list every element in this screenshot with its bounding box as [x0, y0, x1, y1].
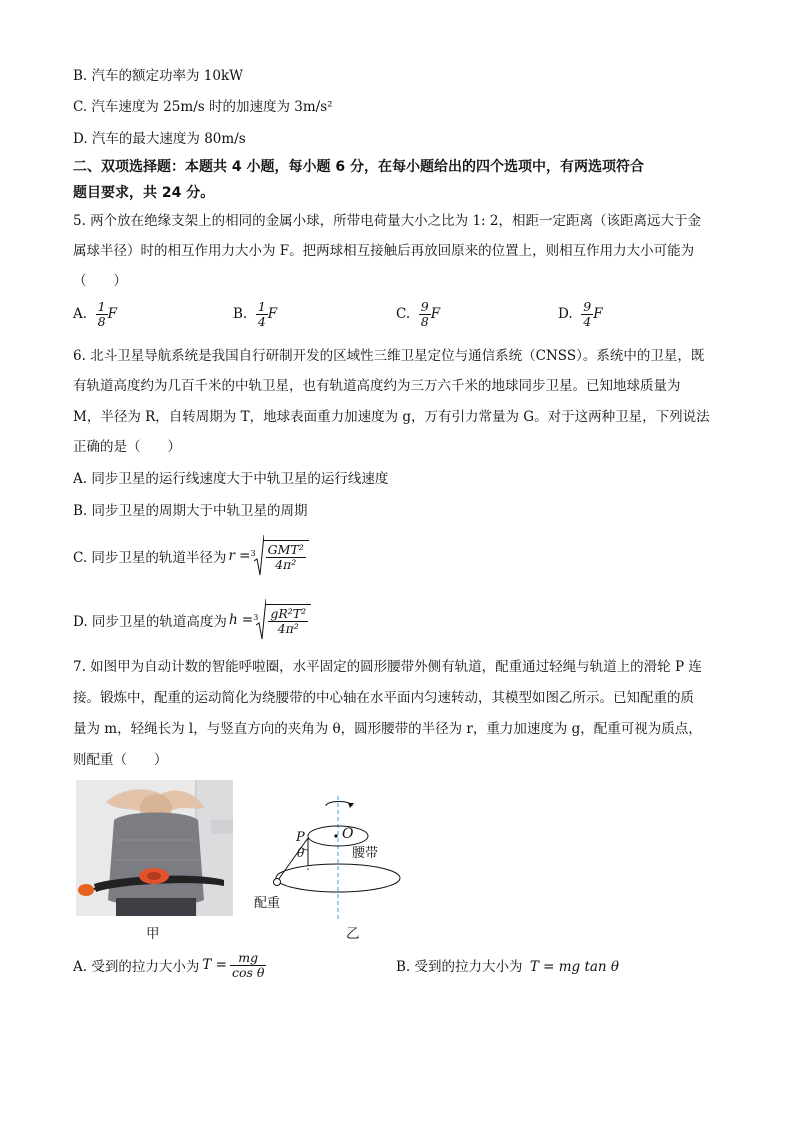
rotation-arrow-icon: [348, 803, 354, 808]
label-belt: 腰带: [352, 846, 379, 861]
q5-option-d: D. $\frac{9}{4}$ F: [558, 299, 603, 329]
section2-header-line1: 二、双项选择题：本题共 4 小题，每小题 6 分，在每小题给出的四个选项中，有两选项符合: [73, 159, 644, 175]
q6-option-d: D. 同步卫星的轨道高度为 h = 3 $\frac{\text{gR²T²}}{\text{4π²}}$: [73, 597, 311, 643]
q7-stem-line4: 则配重（ ）: [73, 752, 168, 768]
q6-option-d-cube-root: 3 $\frac{\text{gR²T²}}{\text{4π²}}$: [253, 599, 311, 641]
label-o: O: [342, 826, 354, 842]
hula-hoop-photo-image: [76, 780, 233, 916]
label-theta: θ: [297, 846, 305, 860]
q6-option-a: A. 同步卫星的运行线速度大于中轨卫星的运行线速度: [73, 471, 389, 487]
q7-option-a-fraction: $\frac{mg}{\text{cos θ}}$: [231, 949, 265, 980]
q5-option-c-fraction: $\frac{9}{8}$: [420, 299, 429, 329]
q7-option-a: A. 受到的拉力大小为 T = $\frac{mg}{\text{cos θ}}$: [73, 949, 265, 980]
label-weight: 配重: [254, 896, 281, 911]
q7-stem-line2: 接。锻炼中，配重的运动简化为绕腰带的中心轴在水平面内匀速转动，其模型如图乙所示。已知配重的质: [73, 690, 694, 706]
q5-option-b: B. $\frac{1}{4}$ F: [233, 299, 278, 329]
q6-stem-line2: 有轨道高度约为几百千米的中轨卫星，也有轨道高度约为三万六千米的地球同步卫星。已知地球质量为: [73, 378, 681, 394]
q4-option-d: D. 汽车的最大速度为 80m/s: [73, 131, 246, 147]
q5-option-a: A. $\frac{1}{8}$ F: [73, 299, 117, 329]
q6-option-c: C. 同步卫星的轨道半径为 r = 3 $\frac{\text{GMT²}}{\text{4π²}}$: [73, 533, 309, 579]
q5-option-a-fraction: $\frac{1}{8}$: [97, 299, 106, 329]
q6-stem-line1: 6. 北斗卫星导航系统是我国自行研制开发的区域性三维卫星定位与通信系统（CNSS）。系统中的卫星，既: [73, 348, 705, 364]
model-diagram-svg: [264, 790, 414, 920]
q5-option-c: C. $\frac{9}{8}$ F: [396, 299, 441, 329]
q7-option-b: B. 受到的拉力大小为 T = mg tan θ: [396, 959, 620, 975]
q5-stem-line1: 5. 两个放在绝缘支架上的相同的金属小球，所带电荷量大小之比为 1: 2，相距一定距离（该距离远大于金: [73, 213, 701, 229]
figure-right-caption: 乙: [346, 926, 360, 942]
label-p: P: [296, 830, 305, 845]
q5-stem-line3: （ ）: [73, 273, 127, 289]
figure-model-diagram: [254, 790, 414, 920]
q6-option-c-cube-root: 3 $\frac{\text{GMT²}}{\text{4π²}}$: [251, 535, 309, 577]
q4-option-b: B. 汽车的额定功率为 10kW: [73, 68, 244, 84]
q6-stem-line4: 正确的是（ ）: [73, 439, 181, 455]
q5-stem-line2: 属球半径）时的相互作用力大小为 F。把两球相互接触后再放回原来的位置上，则相互作用力大小可能为: [73, 243, 695, 259]
section2-header-line2: 题目要求，共 24 分。: [73, 185, 215, 201]
q7-stem-line1: 7. 如图甲为自动计数的智能呼啦圈，水平固定的圆形腰带外侧有轨道，配重通过轻绳与轨道上的滑轮 P 连: [73, 659, 702, 675]
figure-hula-hoop-photo: [76, 780, 233, 916]
q7-stem-line3: 量为 m，轻绳长为 l，与竖直方向的夹角为 θ，圆形腰带的半径为 r，重力加速度为 g，配重可视为质点，: [73, 721, 702, 737]
q6-option-b: B. 同步卫星的周期大于中轨卫星的周期: [73, 503, 308, 519]
q4-option-c: C. 汽车速度为 25m/s 时的加速度为 3m/s²: [73, 99, 333, 115]
q5-option-b-fraction: $\frac{1}{4}$: [257, 299, 266, 329]
figure-left-caption: 甲: [146, 926, 160, 942]
q5-option-d-fraction: $\frac{9}{4}$: [583, 299, 592, 329]
q6-stem-line3: M，半径为 R，自转周期为 T，地球表面重力加速度为 g，万有引力常量为 G。对于这两种卫星，下列说法: [73, 409, 710, 425]
